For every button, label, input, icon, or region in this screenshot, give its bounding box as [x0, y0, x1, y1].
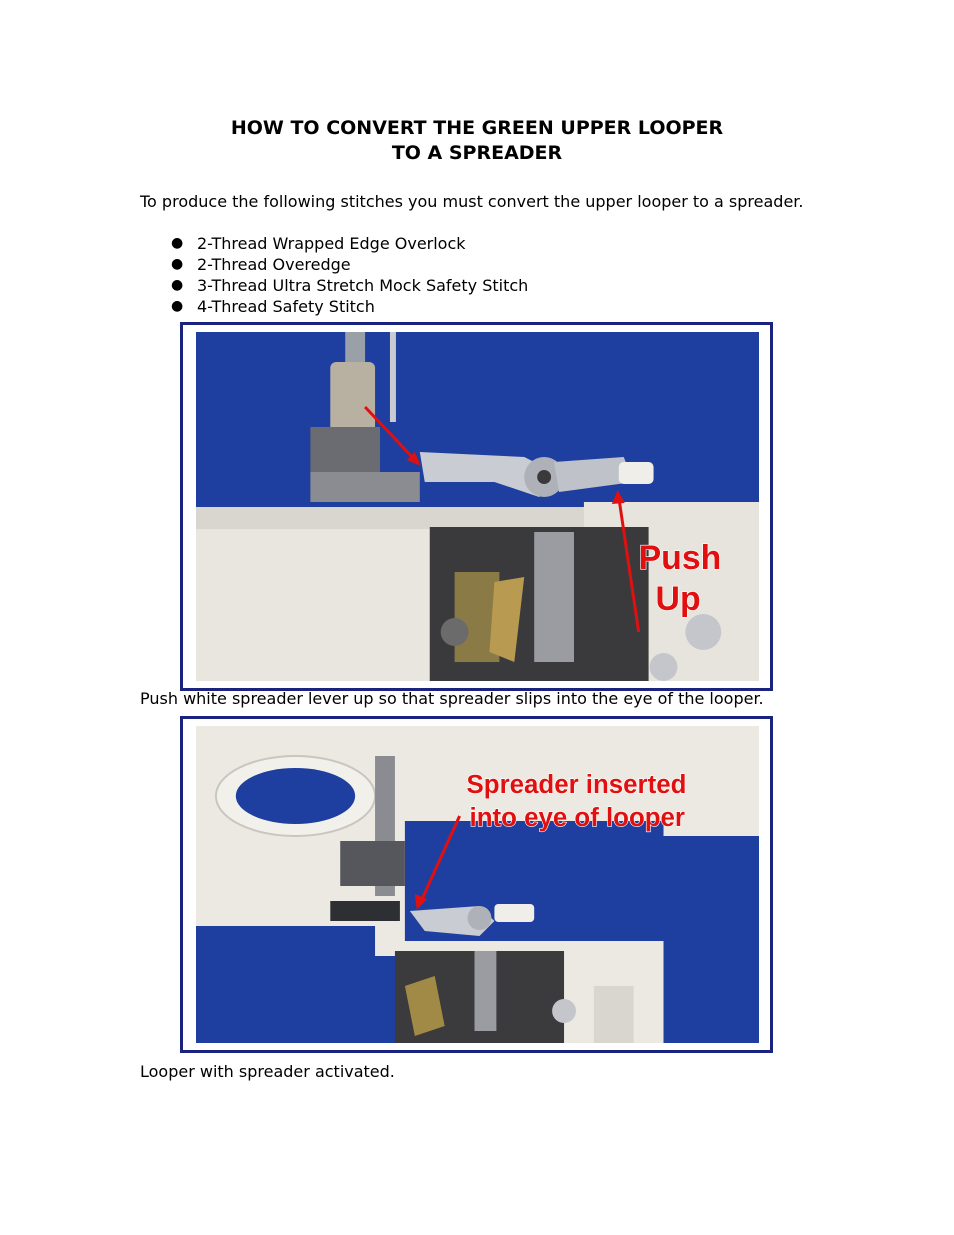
spreader-label-line1: Spreader inserted	[466, 770, 687, 800]
looper-illustration	[196, 332, 759, 681]
photo-frame-push-up	[180, 322, 773, 691]
stitch-label: 2-Thread Wrapped Edge Overlock	[197, 234, 466, 253]
push-label-line2: Up	[655, 579, 701, 619]
spreader-illustration	[196, 726, 759, 1043]
list-item	[140, 233, 528, 254]
spreader-photo	[196, 726, 759, 1043]
list-item	[140, 254, 528, 275]
intro-paragraph: To produce the following stitches you must convert the upper looper to a spreader.	[140, 192, 804, 211]
stitch-label: 3-Thread Ultra Stretch Mock Safety Stitch	[197, 276, 529, 295]
spreader-label-line2: into eye of looper	[469, 803, 686, 833]
looper-photo	[196, 332, 759, 681]
stitch-list	[140, 233, 528, 317]
list-item	[140, 275, 528, 296]
bullet-icon: ●	[171, 277, 184, 293]
photo1-caption: Push white spreader lever up so that spreader slips into the eye of the looper.	[140, 689, 764, 708]
bullet-icon: ●	[171, 235, 184, 251]
list-item	[140, 296, 528, 317]
stitch-label: 4-Thread Safety Stitch	[197, 297, 375, 316]
photo2-caption: Looper with spreader activated.	[140, 1062, 395, 1081]
bullet-icon: ●	[171, 256, 184, 272]
page-title-line1: HOW TO CONVERT THE GREEN UPPER LOOPER	[230, 117, 724, 139]
push-label-line1: Push	[638, 538, 722, 578]
bullet-icon: ●	[171, 298, 184, 314]
stitch-label: 2-Thread Overedge	[197, 255, 351, 274]
page-title-line2: TO A SPREADER	[391, 142, 563, 164]
photo-frame-spreader-inserted	[180, 716, 773, 1053]
